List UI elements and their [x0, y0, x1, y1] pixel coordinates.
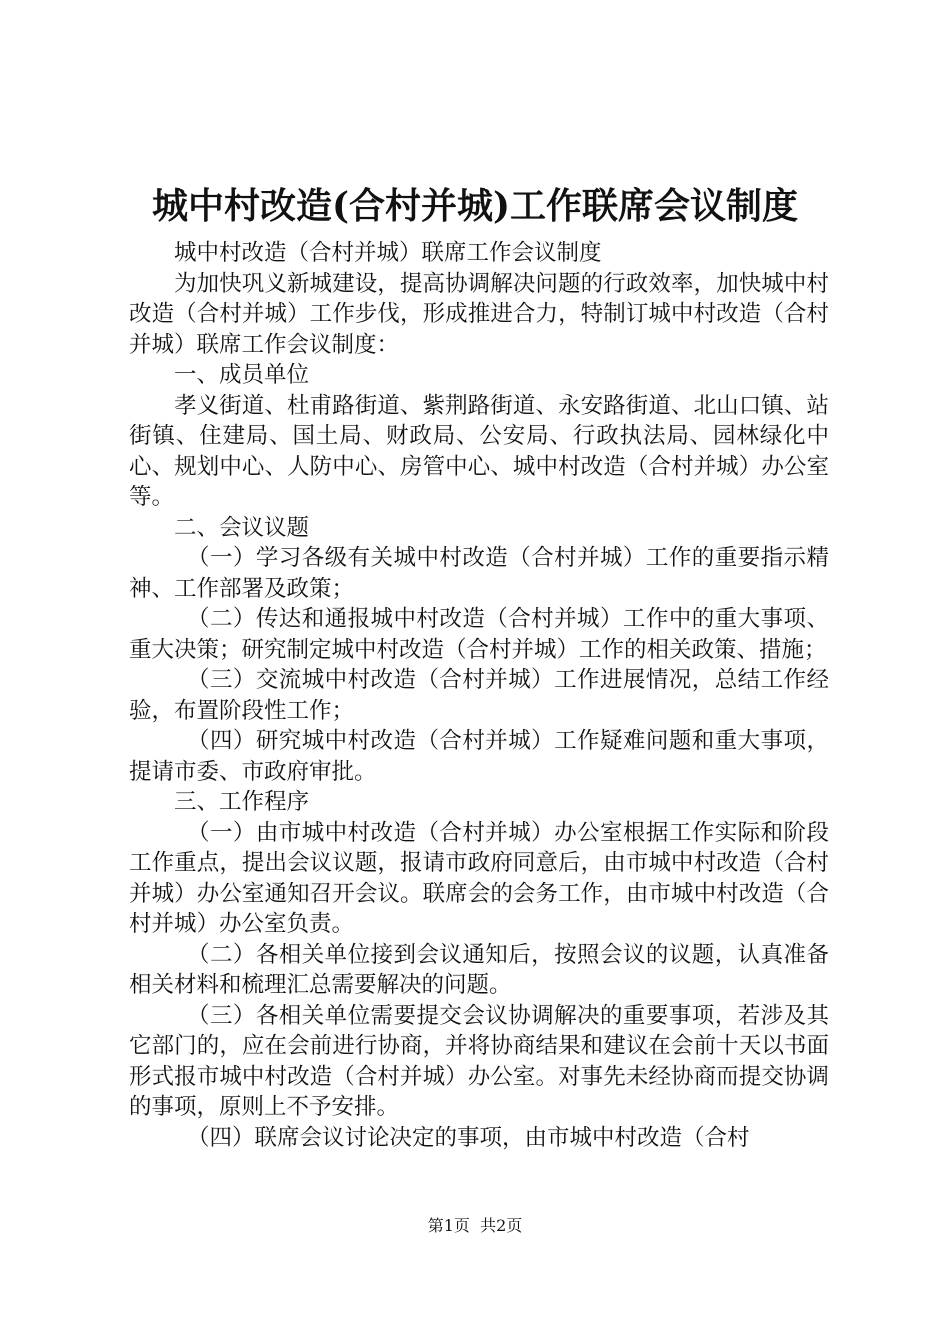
topic-item-3: （三）交流城中村改造（合村并城）工作进展情况，总结工作经验，布置阶段性工作；: [129, 667, 829, 724]
procedure-item-1: （一）由市城中村改造（合村并城）办公室根据工作实际和阶段工作重点，提出会议议题，报请市政府同意后，由市城中村改造（合村并城）办公室通知召开会议。联席会的会务工作，由市城中村改造（合村并城）办公室负责。: [129, 819, 829, 937]
members-paragraph: 孝义街道、杜甫路街道、紫荆路街道、永安路街道、北山口镇、站街镇、住建局、国土局、财政局、公安局、行政执法局、园林绿化中心、规划中心、人防中心、房管中心、城中村改造（合村并城）办公室等。: [129, 392, 829, 510]
document-title: 城中村改造(合村并城)工作联席会议制度: [151, 185, 799, 227]
section-heading-members: 一、成员单位: [174, 362, 310, 388]
intro-paragraph: 为加快巩义新城建设，提高协调解决问题的行政效率，加快城中村改造（合村并城）工作步伐，形成推进合力，特制订城中村改造（合村并城）联席工作会议制度：: [129, 270, 829, 358]
topic-item-1: （一）学习各级有关城中村改造（合村并城）工作的重要指示精神、工作部署及政策；: [129, 545, 829, 602]
document-body: [129, 238, 829, 1153]
topic-item-2: （二）传达和通报城中村改造（合村并城）工作中的重大事项、重大决策；研究制定城中村改造（合村并城）工作的相关政策、措施；: [129, 606, 829, 663]
procedure-item-3: （三）各相关单位需要提交会议协调解决的重要事项，若涉及其它部门的，应在会前进行协商，并将协商结果和建议在会前十天以书面形式报市城中村改造（合村并城）办公室。对事先未经协商而提交协调的事项，原则上不予安排。: [129, 1002, 829, 1120]
section-heading-topics: 二、会议议题: [174, 514, 310, 541]
page-footer: 第1页 共2页: [427, 1216, 523, 1235]
topic-item-4: （四）研究城中村改造（合村并城）工作疑难问题和重大事项，提请市委、市政府审批。: [129, 728, 829, 785]
section-heading-procedure: 三、工作程序: [174, 789, 310, 815]
procedure-item-4: （四）联席会议讨论决定的事项，由市城中村改造（合村: [187, 1124, 750, 1151]
procedure-item-2: （二）各相关单位接到会议通知后，按照会议的议题，认真准备相关材料和梳理汇总需要解决的问题。: [129, 941, 829, 998]
subtitle-paragraph: 城中村改造（合村并城）联席工作会议制度: [174, 240, 602, 266]
